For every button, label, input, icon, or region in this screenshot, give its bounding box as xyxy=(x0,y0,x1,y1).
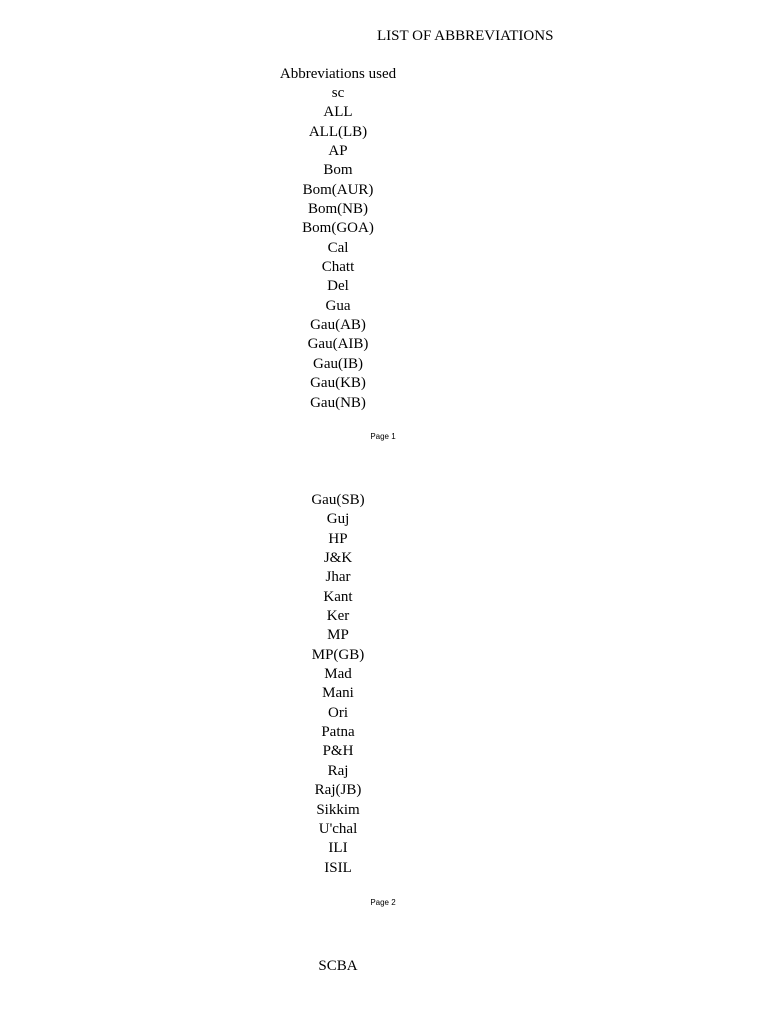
abbreviation-item: Mani xyxy=(322,685,354,702)
abbreviation-item: Ori xyxy=(328,704,348,721)
abbreviation-item: Gau(AIB) xyxy=(307,336,369,353)
abbreviation-item: Kant xyxy=(323,588,353,605)
abbreviation-item: Ker xyxy=(326,608,350,625)
abbreviations-header: Abbreviations used xyxy=(279,66,397,82)
abbreviation-item: ILI xyxy=(328,840,348,857)
abbreviation-item: Gau(AB) xyxy=(310,317,366,334)
abbreviation-item: Bom(AUR) xyxy=(302,181,374,198)
page-3-abbreviation-list xyxy=(258,957,418,976)
abbreviation-item: Chatt xyxy=(321,259,355,276)
abbreviation-item: Gau(NB) xyxy=(310,394,366,411)
page-1-abbreviation-list xyxy=(258,64,418,413)
abbreviation-item: Jhar xyxy=(325,569,351,586)
abbreviation-item: sc xyxy=(331,85,345,101)
abbreviation-item: MP xyxy=(327,627,349,644)
abbreviation-item: ISIL xyxy=(324,859,352,876)
abbreviation-item: MP(GB) xyxy=(311,646,365,663)
abbreviation-item: Del xyxy=(327,278,349,295)
document-title: LIST OF ABBREVIATIONS xyxy=(377,28,554,44)
abbreviation-item: HP xyxy=(328,530,348,547)
abbreviation-item: J&K xyxy=(323,550,353,567)
abbreviation-item: ALL xyxy=(323,104,353,121)
page-number-1: Page 1 xyxy=(370,432,396,441)
abbreviation-item: Mad xyxy=(324,666,352,683)
abbreviation-item: P&H xyxy=(322,743,354,760)
abbreviation-item: Patna xyxy=(321,724,355,741)
abbreviation-item: Gau(SB) xyxy=(311,492,365,508)
abbreviation-item: Gau(IB) xyxy=(313,355,363,372)
page-2-abbreviation-list xyxy=(258,491,418,878)
abbreviation-item: Gua xyxy=(325,297,351,314)
abbreviation-item: SCBA xyxy=(318,958,358,974)
abbreviation-item: Cal xyxy=(327,239,349,256)
abbreviation-item: Sikkim xyxy=(316,801,360,818)
abbreviation-item: AP xyxy=(328,143,348,160)
abbreviation-item: Bom(GOA) xyxy=(302,220,374,237)
abbreviation-item: Raj(JB) xyxy=(314,782,362,799)
abbreviation-item: Raj xyxy=(327,762,349,779)
page-number-2: Page 2 xyxy=(370,898,396,907)
abbreviation-item: Gau(KB) xyxy=(310,375,366,392)
abbreviation-item: ALL(LB) xyxy=(308,123,368,140)
abbreviation-item: Bom(NB) xyxy=(308,201,368,218)
abbreviation-item: Guj xyxy=(326,511,350,528)
abbreviation-item: Bom xyxy=(323,162,353,179)
abbreviation-item: U'chal xyxy=(318,820,358,837)
